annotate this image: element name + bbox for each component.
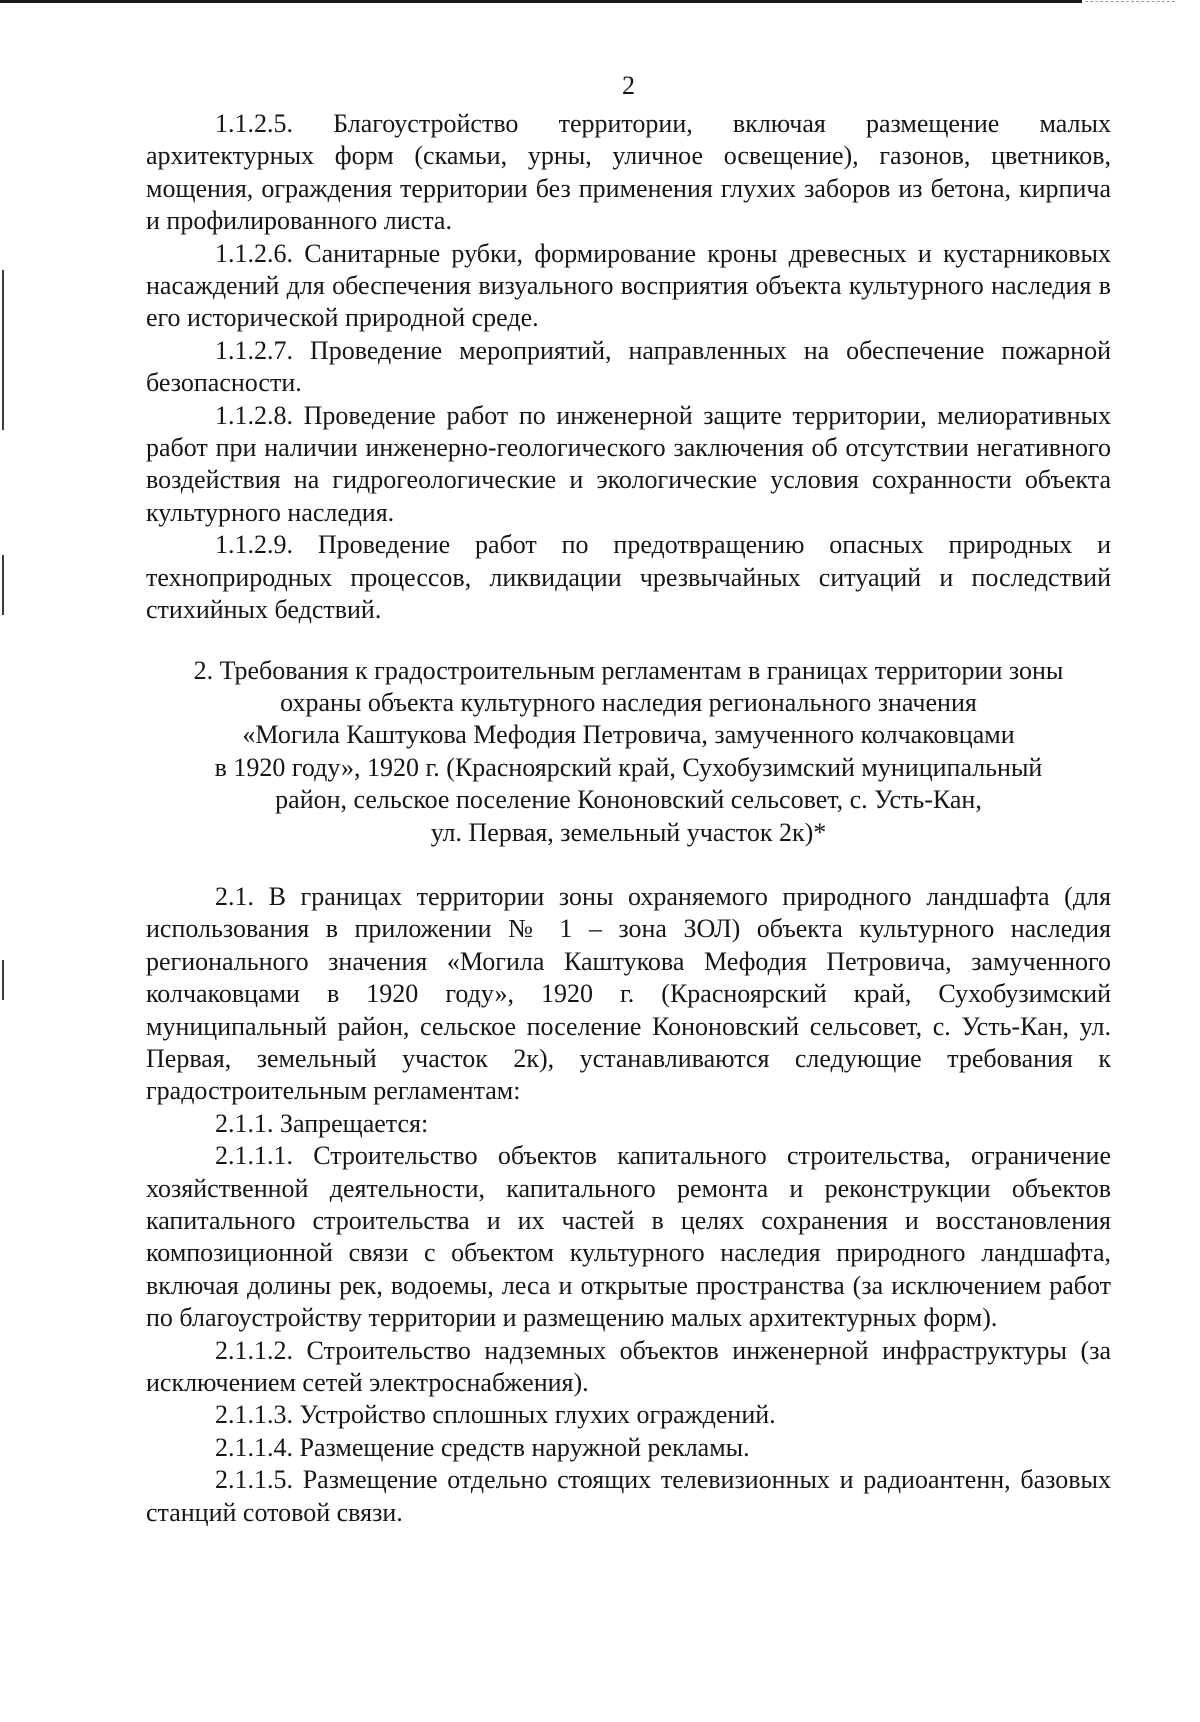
scan-left-edge-mark (2, 960, 4, 1000)
heading-line: ул. Первая, земельный участок 2к)* (430, 817, 827, 847)
paragraph-1-1-2-9: 1.1.2.9. Проведение работ по предотвращению опасных природных и технoприродных процессов, ликвидации чрезвычайных ситуаций и последствий стихийных бедствий. (146, 530, 1111, 625)
paragraph-2-1-1: 2.1.1. Запрещается: (215, 1108, 429, 1138)
paragraph-2-1-1-3: 2.1.1.3. Устройство сплошных глухих ограждений. (215, 1400, 776, 1430)
paragraph-2-1-1-1: 2.1.1.1. Строительство объектов капитального строительства, ограничение хозяйственной деятельности, капитального ремонта и реконструкции объектов капитального строительства и их частей в целях сохранения и восстановления композиционной связи с объектом культурного наследия природного ландшафта, включая долины рек, водоемы, леса и открытые пространства (за исключением работ по благоустройству территории и размещению малых архитектурных форм). (146, 1141, 1111, 1333)
scan-top-border (0, 0, 1082, 3)
heading-line: район, сельское поселение Кононовский сельсовет, с. Усть-Кан, (275, 785, 982, 815)
paragraph-2-1-1-2: 2.1.1.2. Строительство надземных объектов инженерной инфраструктуры (за исключением сетей электроснабжения). (146, 1335, 1111, 1398)
paragraph-1-1-2-5: 1.1.2.5. Благоустройство территории, включая размещение малых архитектурных форм (скамьи, урны, уличное освещение), газонов, цветников, мощения, ограждения территории без применения глухих заборов из бетона, кирпича и профилированного листа. (146, 109, 1111, 236)
scan-top-border-dash (1085, 1, 1175, 2)
heading-line: 2. Требования к градостроительным регламентам в границах территории зоны (193, 655, 1064, 685)
section-2-heading (146, 655, 1111, 849)
paragraph-2-1-1-5: 2.1.1.5. Размещение отдельно стоящих телевизионных и радиоантенн, базовых станций сотовой связи. (146, 1465, 1111, 1527)
scan-left-edge-mark (2, 270, 4, 430)
page-number: 2 (622, 71, 635, 100)
heading-line: охраны объекта культурного наследия регионального значения (280, 687, 977, 717)
paragraph-2-1-1-4: 2.1.1.4. Размещение средств наружной рекламы. (215, 1432, 750, 1462)
paragraph-2-1: 2.1. В границах территории зоны охраняемого природного ландшафта (для использования в приложении № 1 – зона ЗОЛ) объекта культурного наследия регионального значения «Могила Каштукова Мефодия Петровича, замученного колчаковцами в 1920 году», 1920 г. (Красноярский край, Сухобузимский муниципальный район, сельское поселение Кононовский сельсовет, с. Усть-Кан, ул. Первая, земельный участок 2к), устанавливаются следующие требования к градостроительным регламентам: (146, 881, 1111, 1106)
heading-line: в 1920 году», 1920 г. (Красноярский край, Сухобузимский муниципальный (214, 752, 1043, 782)
document-body (146, 70, 1111, 1529)
paragraph-1-1-2-8: 1.1.2.8. Проведение работ по инженерной защите территории, мелиоративных работ при наличии инженерно-геологического заключения об отсутствии негативного воздействия на гидрогеологические и экологические условия сохранности объекта культурного наследия. (146, 400, 1111, 527)
paragraph-1-1-2-6: 1.1.2.6. Санитарные рубки, формирование кроны древесных и кустарниковых насаждений для обеспечения визуального восприятия объекта культурного наследия в его исторической природной среде. (146, 238, 1111, 333)
heading-line: «Могила Каштукова Мефодия Петровича, замученного колчаковцами (242, 720, 1015, 750)
scan-left-edge-mark (2, 555, 4, 615)
paragraph-1-1-2-7: 1.1.2.7. Проведение мероприятий, направленных на обеспечение пожарной безопасности. (146, 335, 1111, 398)
